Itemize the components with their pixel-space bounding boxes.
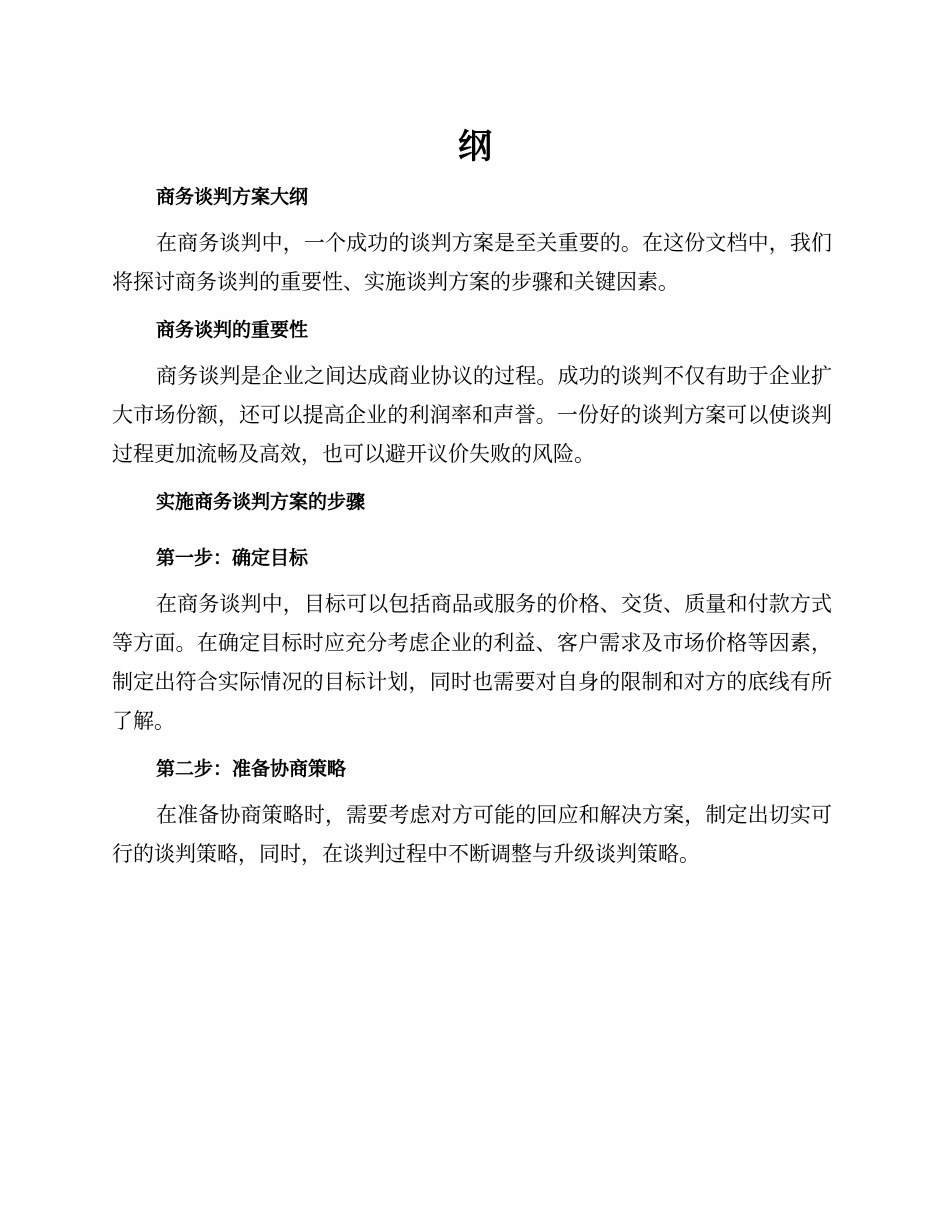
- document-title: 纲: [458, 127, 492, 167]
- paragraph-intro: 在商务谈判中，一个成功的谈判方案是至关重要的。在这份文档中，我们将探讨商务谈判的重要性、实施谈判方案的步骤和关键因素。: [112, 231, 832, 294]
- document-body: [112, 176, 832, 881]
- section-heading-importance: 商务谈判的重要性: [156, 319, 309, 341]
- section-heading-step-one: 第一步：确定目标: [156, 547, 309, 569]
- paragraph-step-two: 在准备协商策略时，需要考虑对方可能的回应和解决方案，制定出切实可行的谈判策略，同时，在谈判过程中不断调整与升级谈判策略。: [112, 803, 832, 866]
- section-heading-steps: 实施商务谈判方案的步骤: [156, 491, 366, 513]
- paragraph-importance: 商务谈判是企业之间达成商业协议的过程。成功的谈判不仅有助于企业扩大市场份额，还可以提高企业的利润率和声誉。一份好的谈判方案可以使谈判过程更加流畅及高效，也可以避开议价失败的风险。: [112, 364, 832, 466]
- paragraph-step-one: 在商务谈判中，目标可以包括商品或服务的价格、交货、质量和付款方式等方面。在确定目标时应充分考虑企业的利益、客户需求及市场价格等因素，制定出符合实际情况的目标计划，同时也需要对自身的限制和对方的底线有所了解。: [112, 592, 832, 733]
- section-heading-outline: 商务谈判方案大纲: [156, 186, 309, 208]
- section-heading-step-two: 第二步：准备协商策略: [156, 758, 347, 780]
